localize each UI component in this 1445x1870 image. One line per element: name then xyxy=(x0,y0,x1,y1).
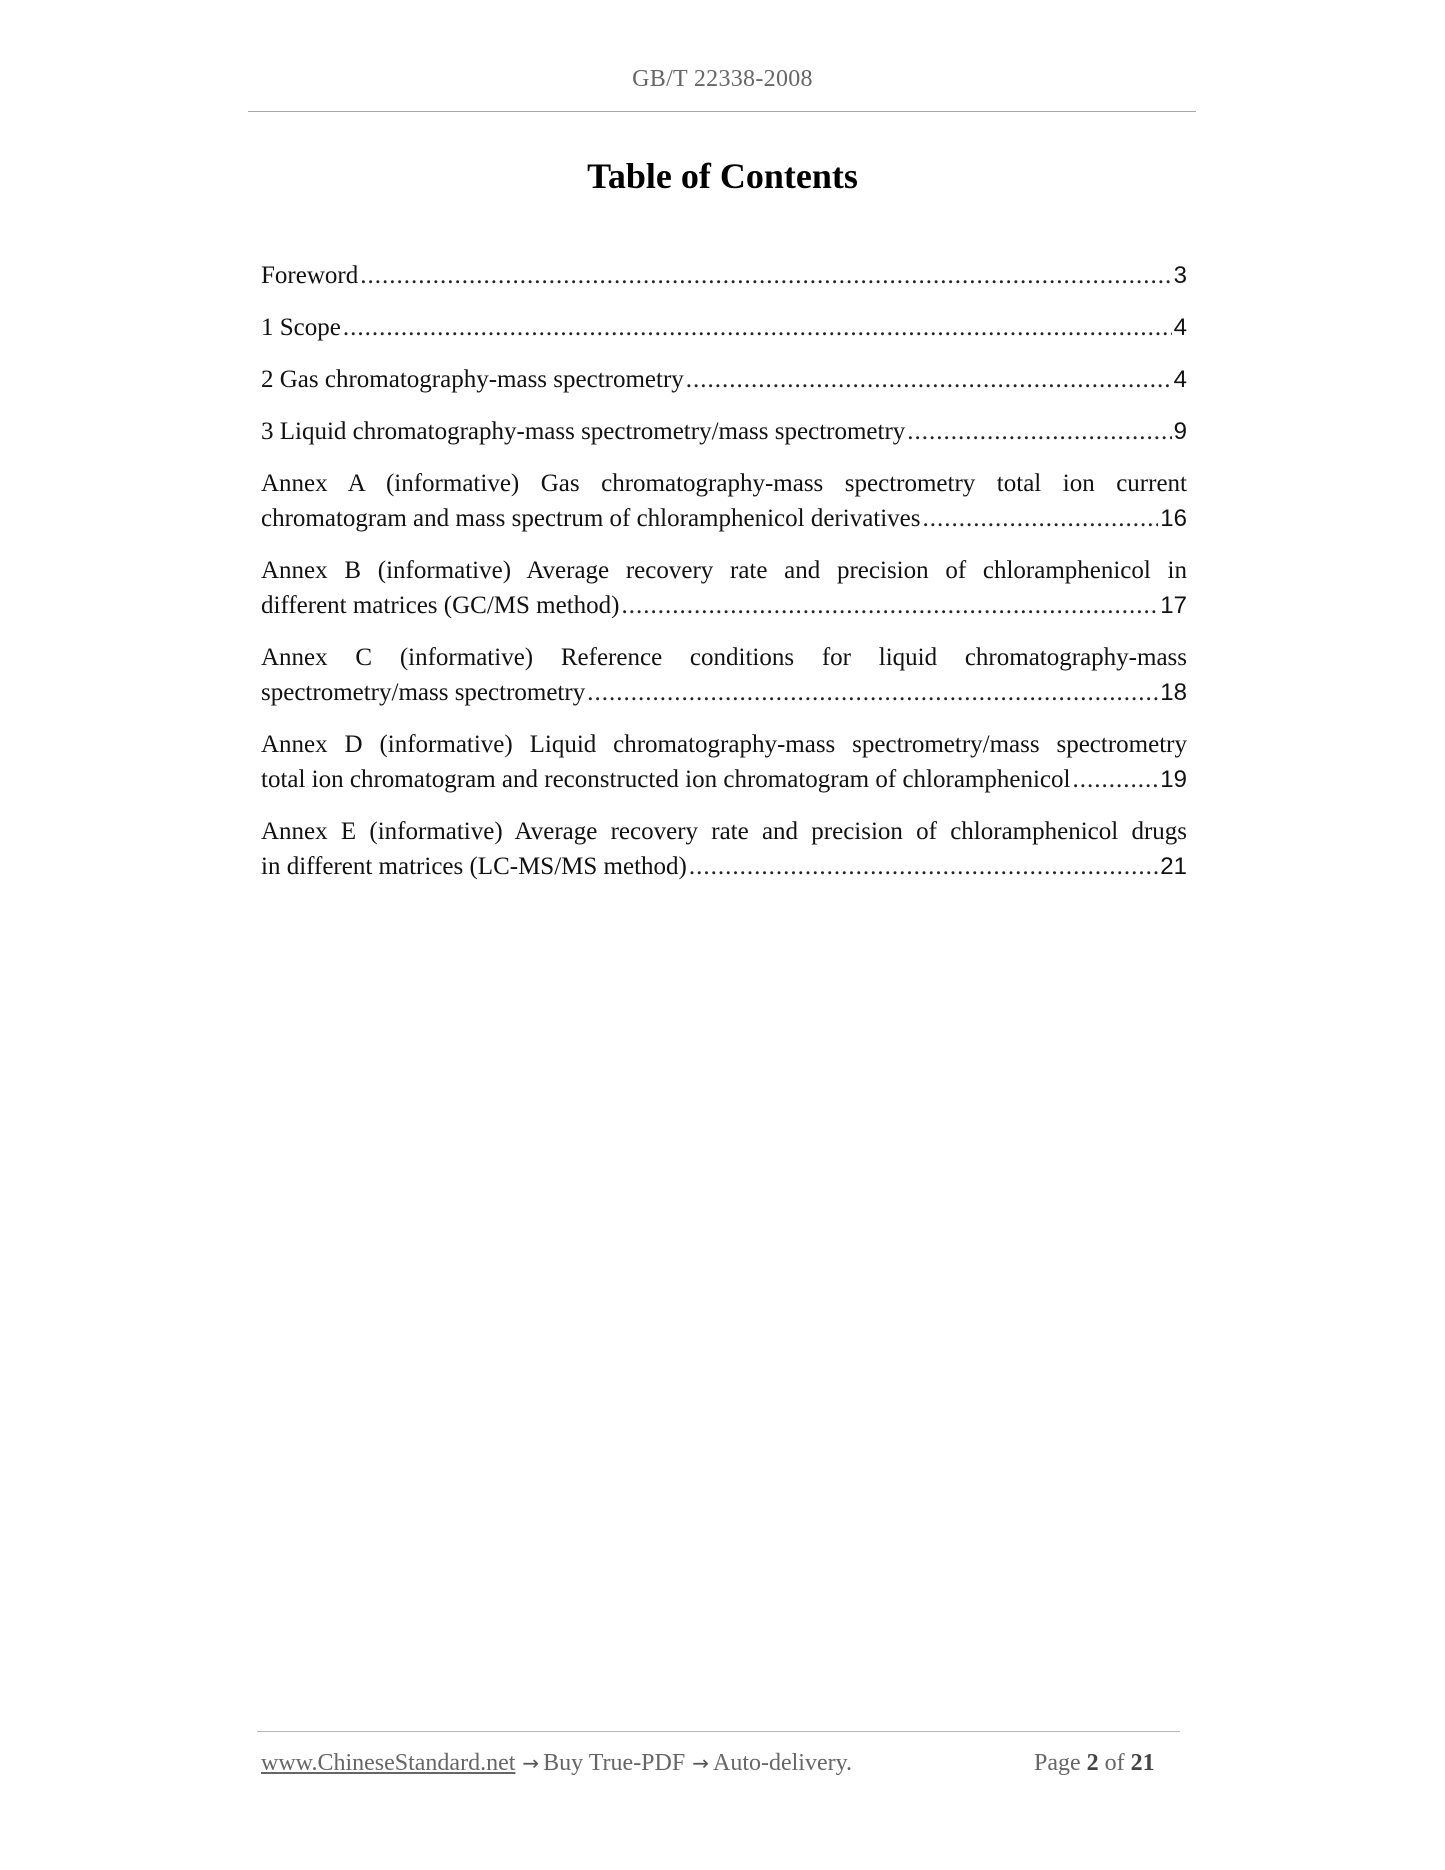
toc-page-number: 4 xyxy=(1173,314,1187,341)
dot-leader xyxy=(360,258,1171,293)
toc-entry-lc-ms-ms[interactable] xyxy=(261,414,1187,449)
footer-step-buy: Buy True-PDF xyxy=(543,1750,686,1776)
toc-entry-heading: Annex C (informative) Reference conditions for liquid chromatography-mass xyxy=(261,644,1187,671)
right-arrow-icon: → xyxy=(522,1751,540,1775)
toc-entry-foreword[interactable] xyxy=(261,258,1187,293)
toc-page-number: 4 xyxy=(1173,366,1187,393)
website-link[interactable]: www.ChineseStandard.net xyxy=(261,1750,516,1776)
toc-page-number: 21 xyxy=(1160,853,1187,880)
dot-leader xyxy=(1072,762,1158,797)
toc-entry-annex-c[interactable] xyxy=(261,640,1187,710)
toc-entry-label: chromatogram and mass spectrum of chloramphenicol derivatives xyxy=(261,505,921,532)
toc-entry-label: different matrices (GC/MS method) xyxy=(261,592,620,619)
page-indicator xyxy=(1034,1750,1155,1777)
dot-leader xyxy=(343,310,1172,345)
footer-promo xyxy=(261,1750,852,1777)
toc-page-number: 3 xyxy=(1173,262,1187,289)
toc-page-number: 18 xyxy=(1160,679,1187,706)
toc-entry-label: total ion chromatogram and reconstructed ion chromatogram of chloramphenicol xyxy=(261,766,1071,793)
toc-entry-annex-b[interactable] xyxy=(261,553,1187,623)
dot-leader xyxy=(923,501,1159,536)
total-pages-number: 21 xyxy=(1130,1750,1155,1776)
toc-entry-label: 2 Gas chromatography-mass spectrometry xyxy=(261,366,684,393)
dot-leader xyxy=(686,362,1172,397)
toc-entry-gc-ms[interactable] xyxy=(261,362,1187,397)
running-header: GB/T 22338-2008 xyxy=(632,66,813,92)
toc-entry-annex-d[interactable] xyxy=(261,727,1187,797)
toc-entry-annex-e[interactable] xyxy=(261,814,1187,884)
header-divider xyxy=(248,111,1196,112)
current-page-number: 2 xyxy=(1086,1750,1099,1776)
toc-entry-label: spectrometry/mass spectrometry xyxy=(261,679,586,706)
toc-page-number: 16 xyxy=(1160,505,1187,532)
toc-entry-label: 3 Liquid chromatography-mass spectrometry/mass spectrometry xyxy=(261,418,906,445)
toc-page-number: 9 xyxy=(1173,418,1187,445)
dot-leader xyxy=(587,675,1158,710)
dot-leader xyxy=(621,588,1158,623)
toc-entry-heading: Annex A (informative) Gas chromatography-mass spectrometry total ion current xyxy=(261,470,1187,497)
toc-entry-scope[interactable] xyxy=(261,310,1187,345)
toc-entry-heading: Annex D (informative) Liquid chromatography-mass spectrometry/mass spectrometry xyxy=(261,731,1187,758)
dot-leader xyxy=(907,414,1171,449)
toc-page-number: 19 xyxy=(1160,766,1187,793)
page-title: Table of Contents xyxy=(587,156,858,196)
footer-step-delivery: Auto-delivery. xyxy=(712,1750,853,1776)
toc-entry-heading: Annex B (informative) Average recovery rate and precision of chloramphenicol in xyxy=(261,557,1187,584)
dot-leader xyxy=(689,849,1158,884)
toc-entry-heading: Annex E (informative) Average recovery rate and precision of chloramphenicol drugs xyxy=(261,818,1187,845)
right-arrow-icon: → xyxy=(692,1751,709,1775)
toc-entry-annex-a[interactable] xyxy=(261,466,1187,536)
table-of-contents xyxy=(261,258,1187,901)
of-word: of xyxy=(1104,1750,1125,1776)
toc-entry-label: in different matrices (LC-MS/MS method) xyxy=(261,853,687,880)
toc-page-number: 17 xyxy=(1160,592,1187,619)
toc-entry-label: 1 Scope xyxy=(261,314,341,341)
page-word: Page xyxy=(1034,1750,1081,1776)
toc-entry-label: Foreword xyxy=(261,262,359,289)
footer-divider xyxy=(257,1731,1180,1732)
